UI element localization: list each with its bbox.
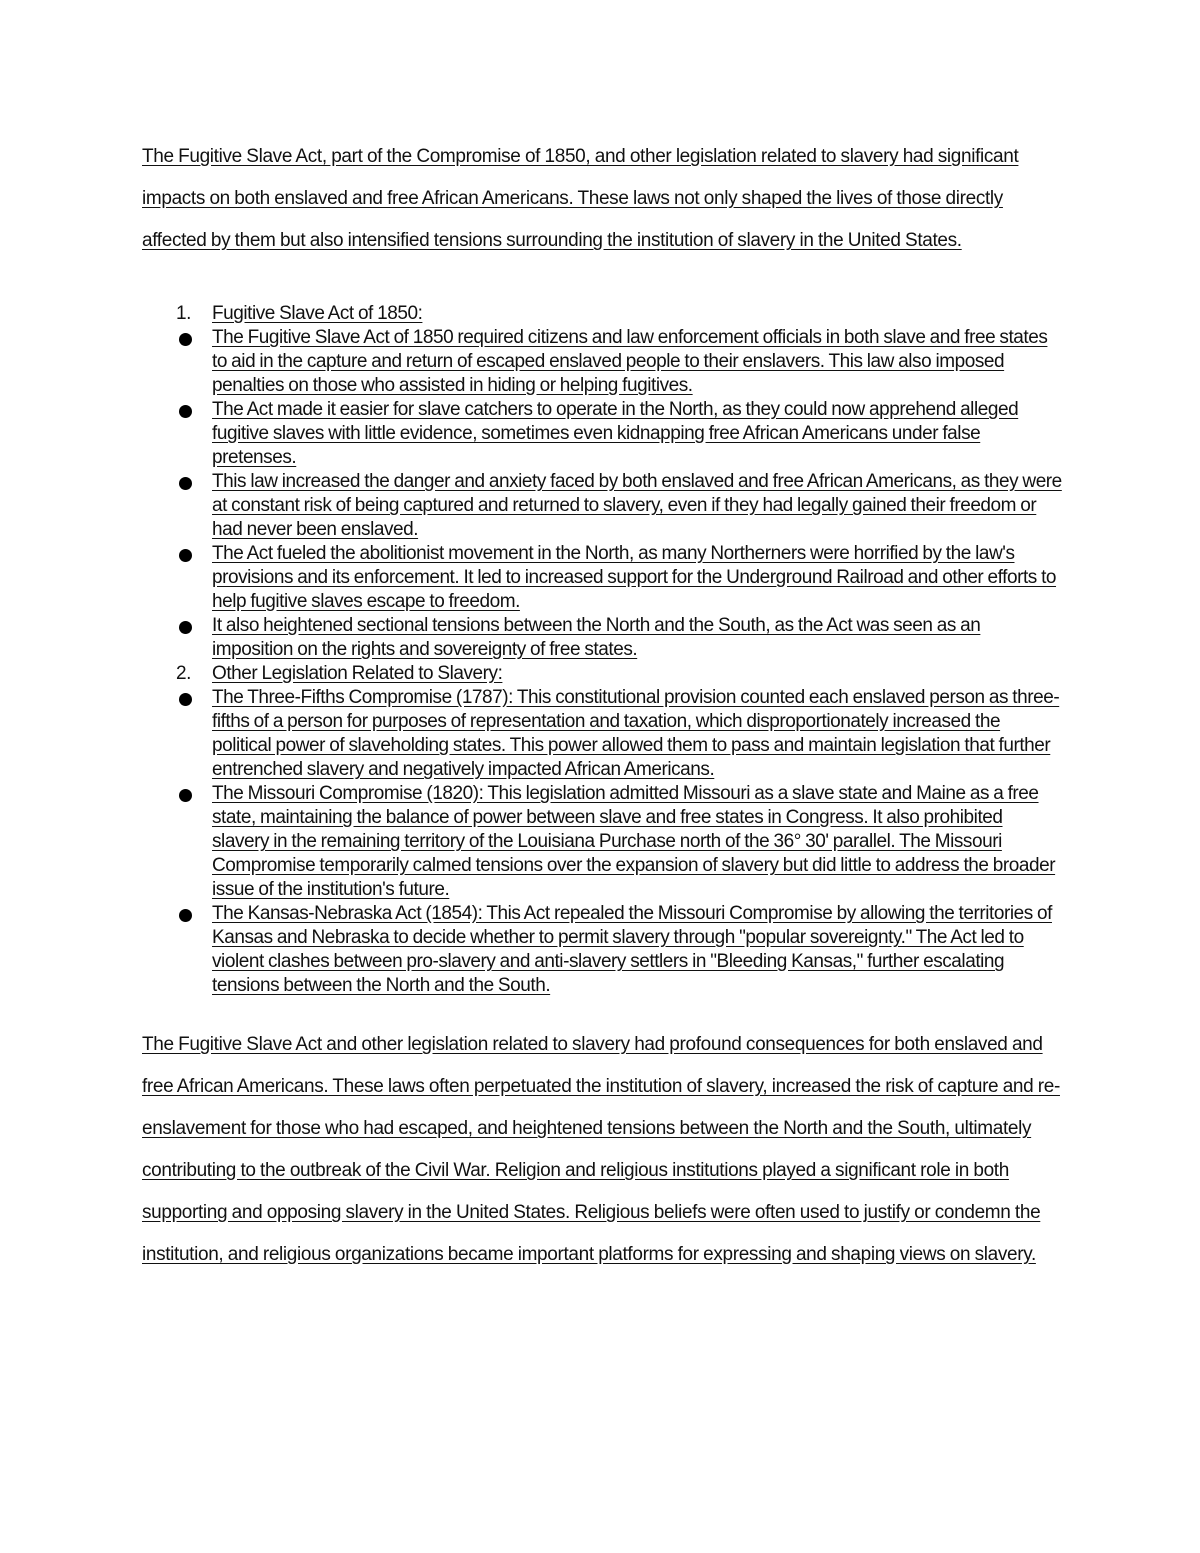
list-item-section-2 [142, 662, 1062, 686]
list-item-section-1 [142, 302, 1062, 326]
bullet-icon [179, 477, 192, 490]
intro-paragraph: The Fugitive Slave Act, part of the Compromise of 1850, and other legislation related to slavery had significant impacts on both enslaved and free African Americans. These laws not only shaped the lives of those directly affected by them but also intensified tensions surrounding the institution of slavery in the United States. [142, 146, 1019, 251]
bullet-icon [179, 549, 192, 562]
bullet-icon [179, 333, 192, 346]
bullet-text: The Three-Fifths Compromise (1787): This constitutional provision counted each enslaved person as three-fifths of a person for purposes of representation and taxation, which disproportionately increased the political power of slaveholding states. This power allowed them to pass and maintain legislation that further entrenched slavery and negatively impacted African Americans. [212, 687, 1060, 780]
bullet-icon [179, 789, 192, 802]
legislation-list [142, 302, 1062, 998]
bullet-text: The Kansas-Nebraska Act (1854): This Act repealed the Missouri Compromise by allowing the territories of Kansas and Nebraska to decide whether to permit slavery through "popular sovereignty." The Act led to violent clashes between pro-slavery and anti-slavery settlers in "Bleeding Kansas," further escalating tensions between the North and the South. [212, 903, 1052, 996]
bullet-icon [179, 621, 192, 634]
bullet-text: The Act fueled the abolitionist movement in the North, as many Northerners were horrified by the law's provisions and its enforcement. It led to increased support for the Underground Railroad and other efforts to help fugitive slaves escape to freedom. [212, 543, 1057, 612]
bullet-text: It also heightened sectional tensions between the North and the South, as the Act was seen as an imposition on the rights and sovereignty of free states. [212, 615, 981, 660]
bullet-icon [179, 405, 192, 418]
list-item [142, 326, 1062, 398]
conclusion-paragraph: The Fugitive Slave Act and other legislation related to slavery had profound consequences for both enslaved and free African Americans. These laws often perpetuated the institution of slavery, increased the risk of capture and re-enslavement for those who had escaped, and heightened tensions between the North and the South, ultimately contributing to the outbreak of the Civil War. Religion and religious institutions played a significant role in both supporting and opposing slavery in the United States. Religious beliefs were often used to justify or condemn the institution, and religious organizations became important platforms for expressing and shaping views on slavery. [142, 1034, 1060, 1265]
list-item [142, 614, 1062, 662]
list-item [142, 542, 1062, 614]
bullet-text: This law increased the danger and anxiety faced by both enslaved and free African Americans, as they were at constant risk of being captured and returned to slavery, even if they had legally gained their freedom or had never been enslaved. [212, 471, 1062, 540]
list-item [142, 398, 1062, 470]
list-item [142, 470, 1062, 542]
list-number: 1. [176, 303, 191, 324]
list-item [142, 902, 1062, 998]
list-item [142, 686, 1062, 782]
bullet-icon [179, 693, 192, 706]
bullet-text: The Fugitive Slave Act of 1850 required citizens and law enforcement officials in both slave and free states to aid in the capture and return of escaped enslaved people to their enslavers. This law also imposed penalties on those who assisted in hiding or helping fugitives. [212, 327, 1048, 396]
bullet-icon [179, 909, 192, 922]
document-page [142, 136, 1062, 1276]
bullet-text: The Act made it easier for slave catchers to operate in the North, as they could now apprehend alleged fugitive slaves with little evidence, sometimes even kidnapping free African Americans under false pretenses. [212, 399, 1019, 468]
bullet-text: The Missouri Compromise (1820): This legislation admitted Missouri as a slave state and Maine as a free state, maintaining the balance of power between slave and free states in Congress. It also prohibited slavery in the remaining territory of the Louisiana Purchase north of the 36° 30' parallel. The Missouri Compromise temporarily calmed tensions over the expansion of slavery but did little to address the broader issue of the institution's future. [212, 783, 1056, 900]
list-number: 2. [176, 663, 191, 684]
section-heading: Other Legislation Related to Slavery: [212, 663, 503, 684]
section-heading: Fugitive Slave Act of 1850: [212, 303, 423, 324]
list-item [142, 782, 1062, 902]
